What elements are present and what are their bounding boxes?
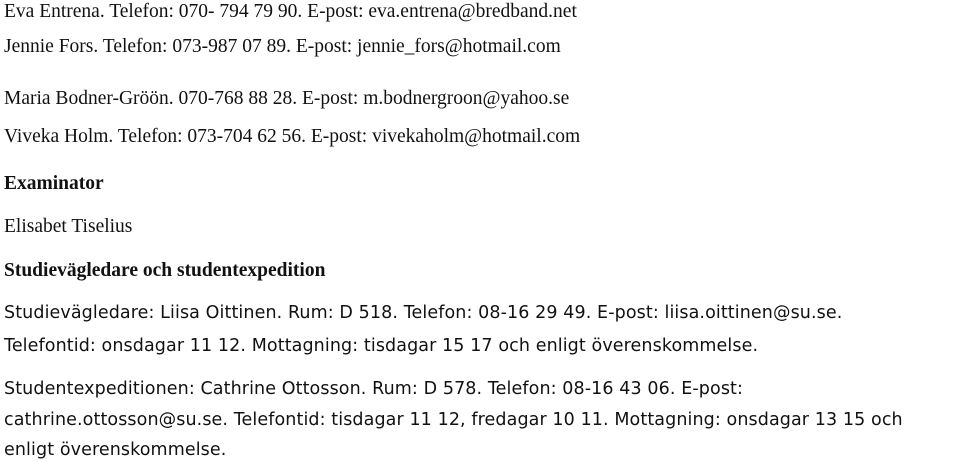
contact-line: Eva Entrena. Telefon: 070- 794 79 90. E-post: eva.entrena@bredband.net (4, 1, 577, 22)
contact-line: Jennie Fors. Telefon: 073-987 07 89. E-post: jennie_fors@hotmail.com (4, 36, 561, 57)
studievagledning-line: enligt överenskommelse. (4, 440, 227, 460)
examinator-name: Elisabet Tiselius (4, 216, 133, 237)
studievagledning-line: cathrine.ottosson@su.se. Telefontid: tisdagar 11 12, fredagar 10 11. Mottagning: onsdagar 13 15 och (4, 410, 903, 430)
contact-line: Viveka Holm. Telefon: 073-704 62 56. E-post: vivekaholm@hotmail.com (4, 126, 581, 147)
studievagledning-line: Studievägledare: Liisa Oittinen. Rum: D 518. Telefon: 08-16 29 49. E-post: liisa.oittinen@su.se. (4, 303, 843, 323)
studievagledning-line: Telefontid: onsdagar 11 12. Mottagning: tisdagar 15 17 och enligt överenskommelse. (4, 336, 759, 356)
studievagledning-line: Studentexpeditionen: Cathrine Ottosson. Rum: D 578. Telefon: 08-16 43 06. E-post: (4, 379, 743, 399)
examinator-heading: Examinator (4, 173, 104, 194)
contact-line: Maria Bodner-Gröön. 070-768 88 28. E-post: m.bodnergroon@yahoo.se (4, 88, 570, 109)
studievagledning-heading: Studievägledare och studentexpedition (4, 260, 326, 281)
